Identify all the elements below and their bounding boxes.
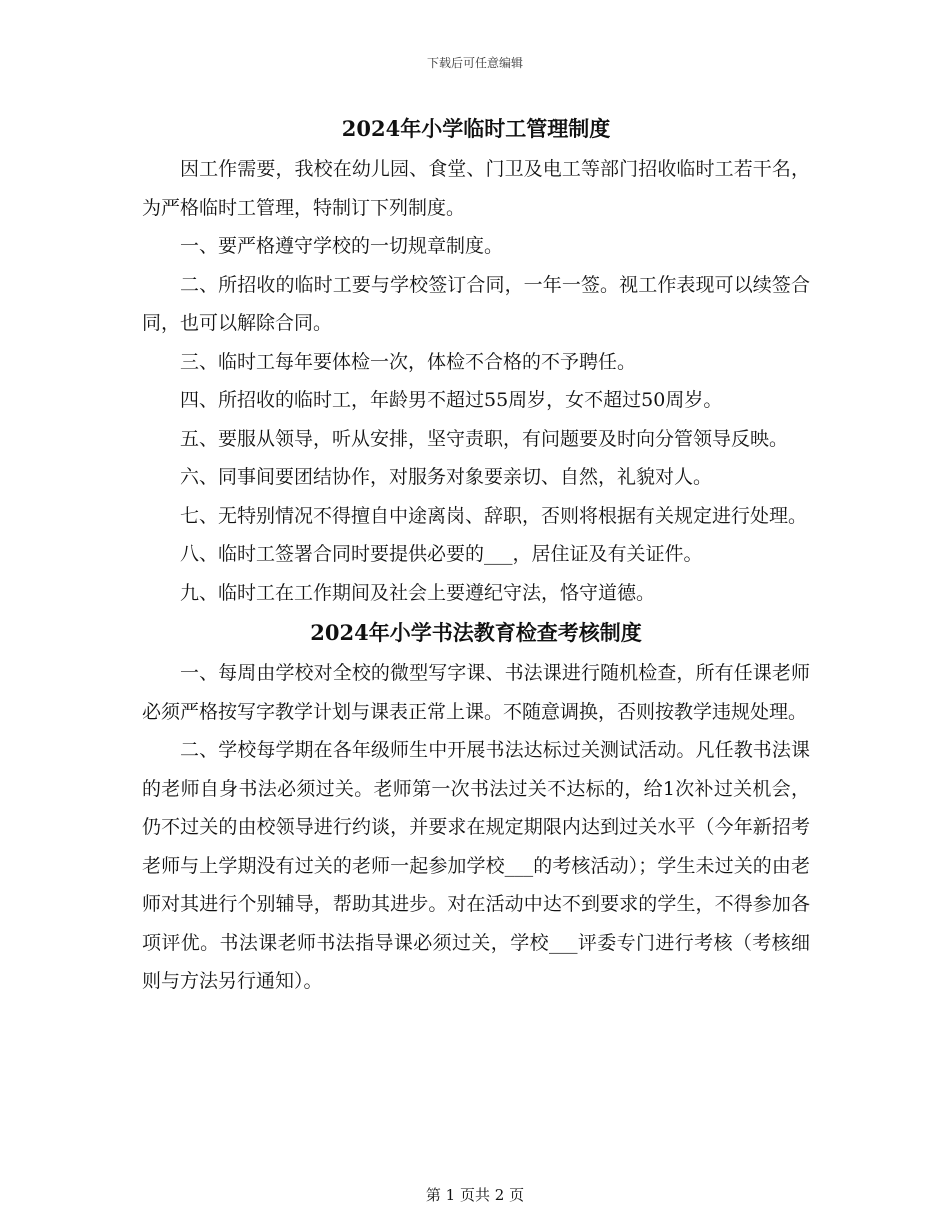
paragraph-rule-7: 七、无特别情况不得擅自中途离岗、辞职，否则将根据有关规定进行处理。: [180, 504, 808, 527]
section-title-temp-workers: 2024年小学临时工管理制度: [341, 116, 611, 141]
header-note: 下载后可任意编辑: [426, 56, 523, 70]
paragraph-rule-4: 四、所招收的临时工，年龄男不超过55周岁，女不超过50周岁。: [180, 389, 723, 411]
paragraph-rule-8: 八、临时工签署合同时要提供必要的___，居住证及有关证件。: [180, 543, 703, 565]
paragraph-calligraphy-1: 一、每周由学校对全校的微型写字课、书法课进行随机检查，所有任课老师必须严格按写字教学计划与课表正常上课。不随意调换，否则按教学违规处理。: [142, 662, 810, 723]
page-footer: 第 1 页共 2 页: [425, 1186, 525, 1204]
paragraph-rule-3: 三、临时工每年要体检一次，体检不合格的不予聘任。: [180, 350, 637, 373]
paragraph-calligraphy-2: 二、学校每学期在各年级师生中开展书法达标过关测试活动。凡任教书法课的老师自身书法必须过关。老师第一次书法过关不达标的，给1次补过关机会，仍不过关的由校领导进行约谈，并要求在规定期限内达到过关水平（今年新招考老师与上学期没有过关的老师一起参加学校___的考核活动）；学生未过关的由老师对其进行个别辅导，帮助其进步。对在活动中达不到要求的学生，不得参加各项评优。书法课老师书法指导课必须过关，学校___评委专门进行考核（考核细则与方法另行通知）。: [142, 739, 810, 992]
paragraph-rule-5: 五、要服从领导，听从安排，坚守责职，有问题要及时向分管领导反映。: [180, 427, 789, 450]
paragraph-intro: 因工作需要，我校在幼儿园、食堂、门卫及电工等部门招收临时工若干名，为严格临时工管理，特制订下列制度。: [142, 158, 810, 219]
paragraph-rule-9: 九、临时工在工作期间及社会上要遵纪守法，恪守道德。: [180, 581, 656, 604]
paragraph-rule-1: 一、要严格遵守学校的一切规章制度。: [180, 235, 504, 257]
paragraph-rule-6: 六、同事间要团结协作，对服务对象要亲切、自然，礼貌对人。: [180, 466, 713, 488]
paragraph-rule-2: 二、所招收的临时工要与学校签订合同，一年一签。视工作表现可以续签合同，也可以解除合同。: [142, 273, 810, 334]
document-body: [142, 108, 810, 1001]
section-title-calligraphy: 2024年小学书法教育检查考核制度: [310, 620, 642, 645]
